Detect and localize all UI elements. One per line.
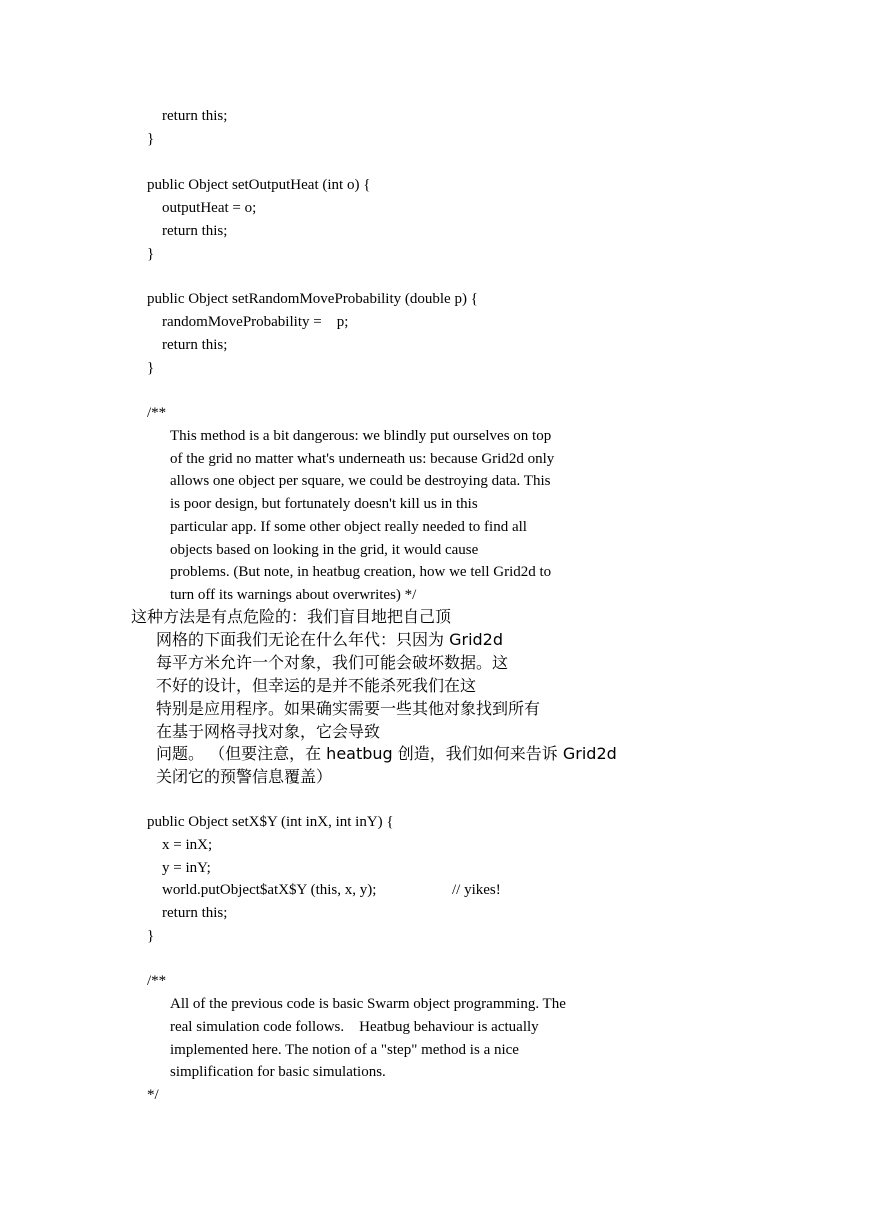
code-line: return this; (162, 223, 228, 239)
translation-line: 在基于网格寻找对象，它会导致 (156, 722, 381, 741)
code-line: } (147, 928, 155, 944)
translation-line: 网格的下面我们无论在什么年代：只因为 Grid2d (156, 630, 504, 649)
code-line: return this; (162, 337, 228, 353)
comment-line: problems. (But note, in heatbug creation, how we tell Grid2d to (170, 564, 552, 580)
comment-line: allows one object per square, we could be destroying data. This (170, 473, 551, 489)
translation-line: 关闭它的预警信息覆盖） (156, 767, 333, 786)
comment-close: */ (147, 1087, 159, 1103)
comment-line: is poor design, but fortunately doesn't kill us in this (170, 496, 478, 512)
code-line: randomMoveProbability = p; (162, 314, 349, 330)
code-line: } (147, 246, 155, 262)
code-line: outputHeat = o; (162, 200, 257, 216)
comment-line: simplification for basic simulations. (170, 1064, 386, 1080)
code-line: y = inY; (162, 860, 211, 876)
comment-line: objects based on looking in the grid, it would cause (170, 542, 479, 558)
translation-line: 每平方米允许一个对象，我们可能会破坏数据。这 (156, 653, 509, 672)
code-line: } (147, 360, 155, 376)
code-line: return this; (162, 905, 228, 921)
translation-line: 问题。 （但要注意，在 heatbug 创造，我们如何来告诉 Grid2d (156, 744, 617, 763)
comment-line: particular app. If some other object really needed to find all (170, 519, 527, 535)
translation-line: 特别是应用程序。如果确实需要一些其他对象找到所有 (156, 699, 541, 718)
code-line: public Object setOutputHeat (int o) { (147, 177, 371, 193)
code-inline-comment: // yikes! (452, 882, 501, 898)
translation-line: 这种方法是有点危险的：我们盲目地把自己顶 (131, 607, 452, 626)
code-line: public Object setRandomMoveProbability (double p) { (147, 291, 478, 307)
comment-open: /** (147, 973, 167, 989)
code-line: } (147, 131, 155, 147)
comment-open: /** (147, 405, 167, 421)
comment-line: real simulation code follows. Heatbug behaviour is actually (170, 1019, 539, 1035)
comment-line: turn off its warnings about overwrites) */ (170, 587, 417, 603)
comment-line: All of the previous code is basic Swarm object programming. The (170, 996, 566, 1012)
code-line: public Object setX$Y (int inX, int inY) { (147, 814, 394, 830)
comment-line: of the grid no matter what's underneath us: because Grid2d only (170, 451, 555, 467)
code-line: x = inX; (162, 837, 213, 853)
code-line: world.putObject$atX$Y (this, x, y); (162, 882, 377, 898)
comment-line: implemented here. The notion of a "step" method is a nice (170, 1042, 519, 1058)
code-line: return this; (162, 108, 228, 124)
translation-line: 不好的设计，但幸运的是并不能杀死我们在这 (156, 676, 477, 695)
comment-line: This method is a bit dangerous: we blindly put ourselves on top (170, 428, 552, 444)
